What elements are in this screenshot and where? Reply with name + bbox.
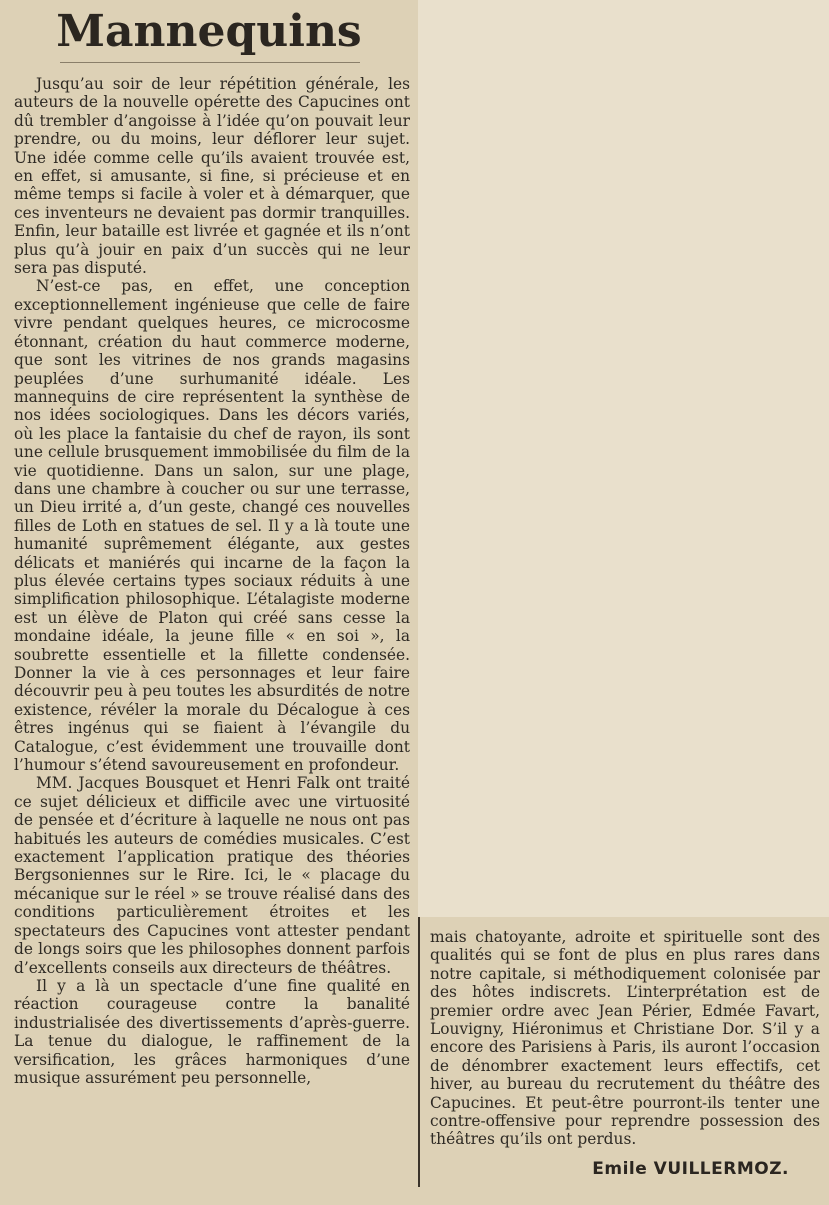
paragraph-spectacle: Il y a là un spectacle d’une fine qualité en réaction courageuse contre la banalité industrialisée des divertissements d’après-guerre. La tenue du dialogue, le raffinement de la versification, les grâces harmoniques d’une musique assurément peu personnelle, <box>14 976 410 1087</box>
article-title: Mannequins <box>56 6 362 57</box>
title-rule <box>60 62 360 63</box>
column-right-text <box>430 928 820 1149</box>
paragraph-continuation: mais chatoyante, adroite et spirituelle sont des qualités qui se font de plus en plus rares dans notre capitale, si méthodiquement colonisée par des hôtes indiscrets. L’interprétation est de premier ordre avec Jean Périer, Edmée Favart, Louvigny, Hiéronimus et Christiane Dor. S’il y a encore des Parisiens à Paris, ils auront l’occasion de dénombrer exactement leurs effectifs, cet hiver, au bureau du recrutement du théâtre des Capucines. Et peut-être pourront-ils tenter une contre-offensive pour reprendre possession des théâtres qu’ils ont perdus. <box>430 928 820 1149</box>
paragraph-intro: Jusqu’au soir de leur répétition générale, les auteurs de la nouvelle opérette des Capucines ont dû trembler d’angoisse à l’idée qu’on pouvait leur prendre, ou du moins, leur déflorer leur sujet. Une idée comme celle qu’ils avaient trouvée est, en effet, si amusante, si fine, si précieuse et en même temps si facile à voler et à démarquer, que ces inventeurs ne devaient pas dormir tranquilles. Enfin, leur bataille est livrée et gagnée et ils n’ont plus qu’à jouir en paix d’un succès qui ne leur sera pas disputé. <box>14 75 410 278</box>
author-signature: Emile VUILLERMOZ. <box>592 1159 789 1179</box>
paragraph-authors: MM. Jacques Bousquet et Henri Falk ont traité ce sujet délicieux et difficile avec une virtuosité de pensée et d’écriture à laquelle ne nous ont pas habitués les auteurs de comédies musicales. C’est exactement l’application pratique des théories Bergsoniennes sur le Rire. Ici, le « placage du mécanique sur le réel » se trouve réalisé dans des conditions particulièrement étroites et les spectateurs des Capucines vont attester pendant de longs soirs que les philosophes donnent parfois d’excellents conseils aux directeurs de théâtres. <box>14 774 410 977</box>
column-divider <box>418 917 420 1187</box>
paragraph-concept: N’est-ce pas, en effet, une conception exceptionnellement ingénieuse que celle de faire vivre pendant quelques heures, ce microcosme étonnant, création du haut commerce moderne, que sont les vitrines de nos grands magasins peuplées d’une surhumanité idéale. Les mannequins de cire représentent la synthèse de nos idées sociologiques. Dans les décors variés, où les place la fantaisie du chef de rayon, ils sont une cellule brusquement immobilisée du film de la vie quotidienne. Dans un salon, sur une plage, dans une chambre à coucher ou sur une terrasse, un Dieu irrité a, d’un geste, changé ces nouvelles filles de Loth en statues de sel. Il y a là toute une humanité suprêmement élégante, aux gestes délicats et maniérés qui incarne de la façon la plus élevée certains types sociaux réduits à une simplification philosophique. L’étalagiste moderne est un élève de Platon qui créé sans cesse la mondaine idéale, la jeune fille « en soi », la soubrette essentielle et la fillette condensée. Donner la vie à ces personnages et leur faire découvrir peu à peu toutes les absurdités de notre existence, révéler la morale du Décalogue à ces êtres ingénus qui se fiaient à l’évangile du Catalogue, c’est évidemment une trouvaille dont l’humour s’étend savoureusement en profondeur. <box>14 277 410 775</box>
article-column-right <box>418 917 829 1205</box>
column-left-text <box>14 75 410 1087</box>
